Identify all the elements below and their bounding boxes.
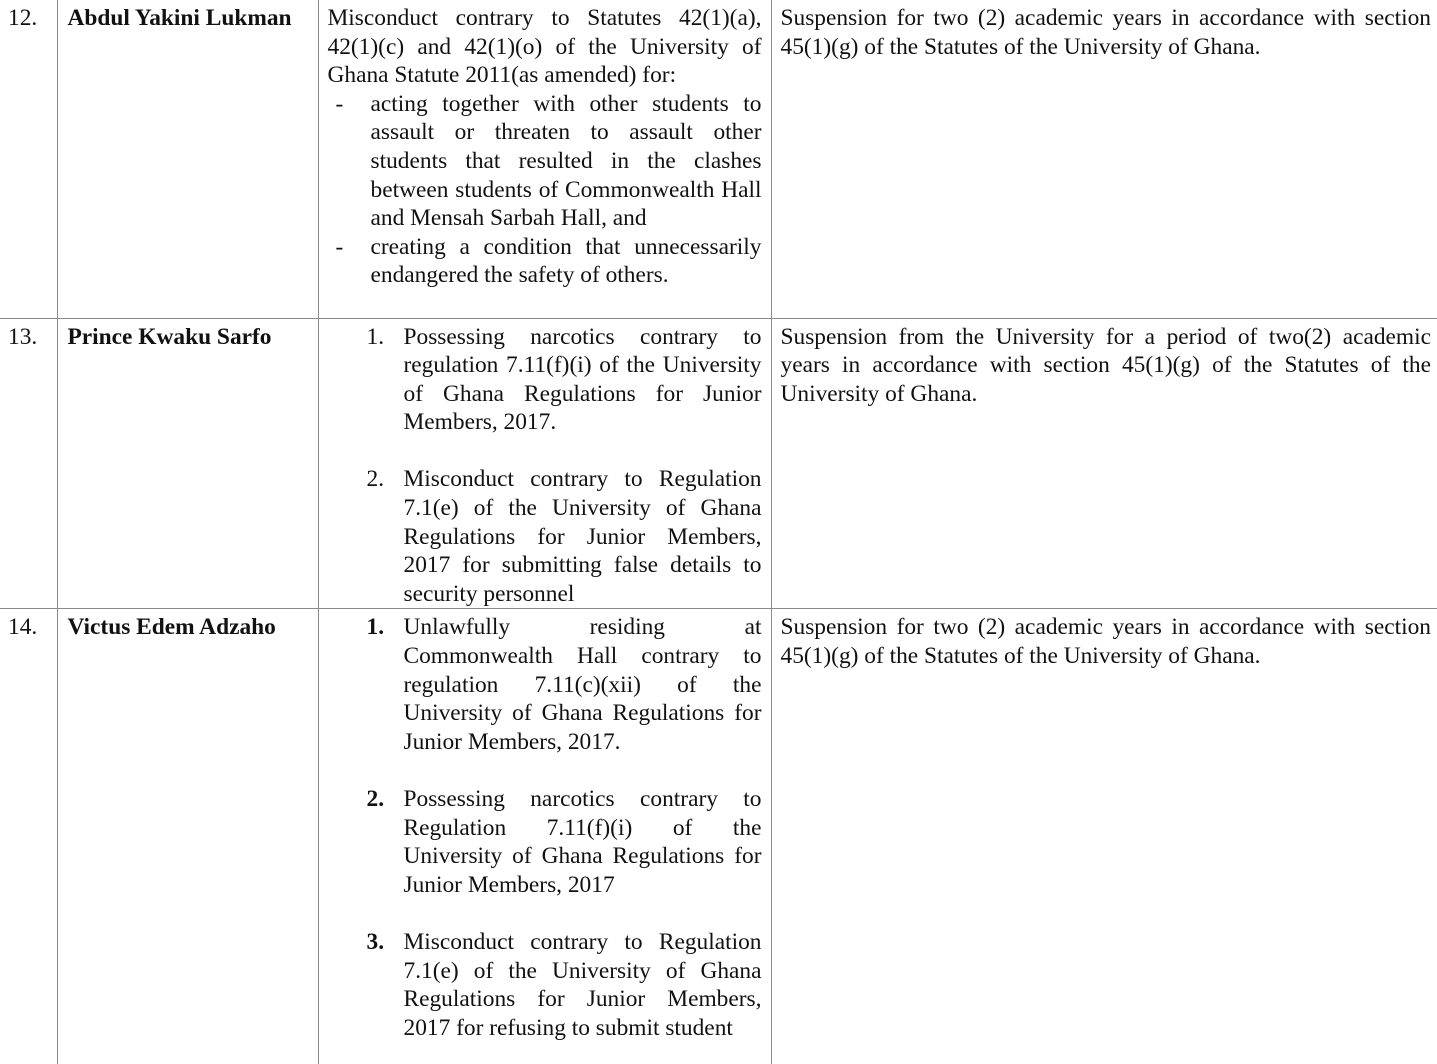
offence-item xyxy=(328,465,762,608)
list-marker: 1. xyxy=(366,323,385,350)
offence-list xyxy=(328,613,762,1042)
offence-list xyxy=(328,323,762,609)
offence-item-text: Unlawfully residing at Commonwealth Hall contrary to regulation 7.11(c)(xii) of the University of Ghana Regulations for Junior Members, 2017. xyxy=(403,614,762,755)
offence-cell xyxy=(318,318,771,609)
offence-cell xyxy=(318,609,771,1064)
student-name: Victus Edem Adzaho xyxy=(57,609,318,1064)
offence-item-text: Misconduct contrary to Regulation 7.1(e) of the University of Ghana Regulations for Junior Members, 2017 for refusing to submit student xyxy=(403,928,762,1041)
row-number: 12. xyxy=(0,0,57,318)
list-marker: - xyxy=(335,233,344,260)
offence-item-text: Possessing narcotics contrary to Regulation 7.11(f)(i) of the University of Ghana Regulations for Junior Members, 2017 xyxy=(403,786,762,898)
offence-item-text: creating a condition that unnecessarily endangered the safety of others. xyxy=(370,233,762,289)
sanction-cell: Suspension for two (2) academic years in accordance with section 45(1)(g) of the Statutes of the University of Ghana. xyxy=(771,0,1437,318)
offence-item-text: Misconduct contrary to Regulation 7.1(e) of the University of Ghana Regulations for Junior Members, 2017 for submitting false details to security personnel xyxy=(403,466,762,607)
student-name: Abdul Yakini Lukman xyxy=(57,0,318,318)
offence-item-text: acting together with other students to assault or threaten to assault other students that resulted in the clashes between students of Commonwealth Hall and Mensah Sarbah Hall, and xyxy=(370,90,762,232)
offence-item-text: Possessing narcotics contrary to regulation 7.11(f)(i) of the University of Ghana Regulations for Junior Members, 2017. xyxy=(403,323,762,436)
offence-item xyxy=(328,613,762,756)
offence-cell xyxy=(318,0,771,318)
table-row xyxy=(0,609,1437,1064)
sanction-cell: Suspension from the University for a period of two(2) academic years in accordance with section 45(1)(g) of the Statutes of the University of Ghana. xyxy=(771,318,1437,609)
sanction-cell: Suspension for two (2) academic years in accordance with section 45(1)(g) of the Statutes of the University of Ghana. xyxy=(771,609,1437,1064)
list-marker: 3. xyxy=(366,928,385,955)
offence-list xyxy=(328,90,762,290)
offence-item xyxy=(328,233,762,290)
table-row xyxy=(0,318,1437,609)
student-name: Prince Kwaku Sarfo xyxy=(57,318,318,609)
row-number: 14. xyxy=(0,609,57,1064)
row-number: 13. xyxy=(0,318,57,609)
offence-item xyxy=(328,785,762,899)
list-marker: 1. xyxy=(366,614,385,641)
table-row xyxy=(0,0,1437,318)
list-marker: 2. xyxy=(366,466,385,493)
offence-item xyxy=(328,323,762,437)
list-marker: 2. xyxy=(366,786,385,812)
list-marker: - xyxy=(335,90,344,117)
offence-item xyxy=(328,90,762,233)
offence-intro: Misconduct contrary to Statutes 42(1)(a), 42(1)(c) and 42(1)(o) of the University of Ghana Statute 2011(as amended) for: xyxy=(327,5,762,89)
offence-item xyxy=(328,928,762,1042)
